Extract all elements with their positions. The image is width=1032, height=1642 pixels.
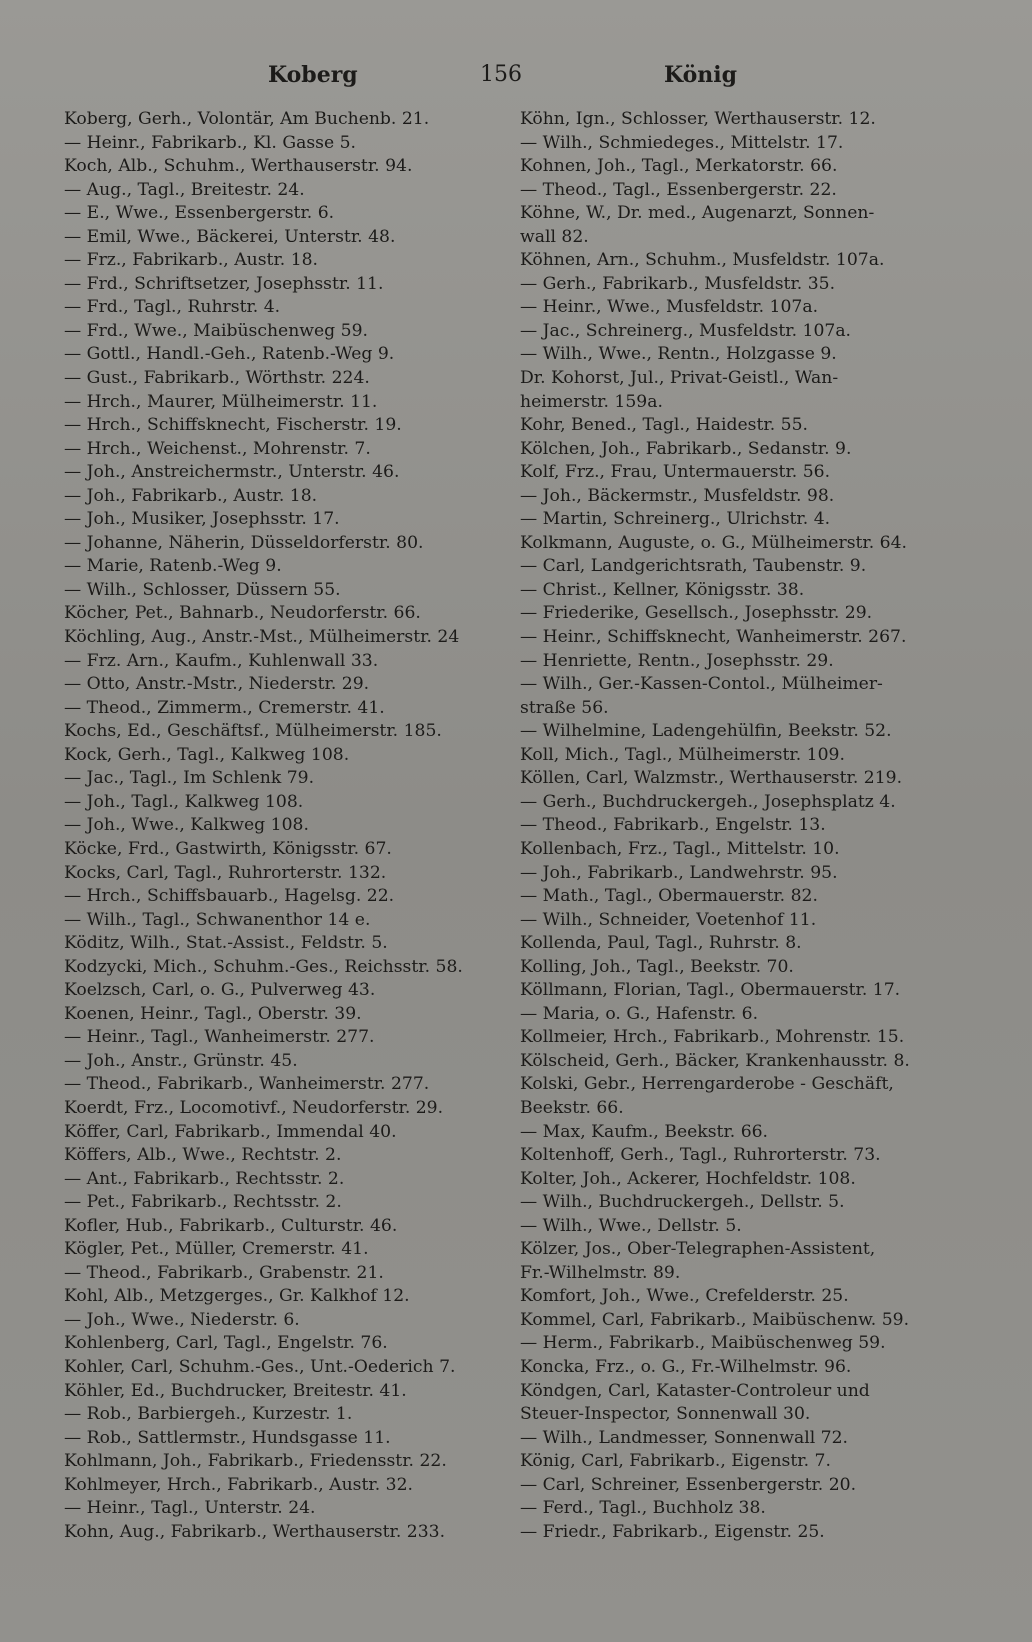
- directory-entry: Köditz, Wilh., Stat.-Assist., Feldstr. 5.: [64, 933, 388, 954]
- directory-entry: — Otto, Anstr.-Mstr., Niederstr. 29.: [64, 674, 370, 695]
- directory-entry: Koch, Alb., Schuhm., Werthauserstr. 94.: [64, 156, 413, 177]
- directory-entry: — Theod., Fabrikarb., Engelstr. 13.: [520, 815, 826, 836]
- directory-entry: — Emil, Wwe., Bäckerei, Unterstr. 48.: [64, 226, 396, 247]
- directory-entry: Kohr, Bened., Tagl., Haidestr. 55.: [520, 415, 808, 436]
- directory-entry: Kock, Gerh., Tagl., Kalkweg 108.: [64, 744, 350, 765]
- directory-entry: Dr. Kohorst, Jul., Privat-Geistl., Wan-: [520, 368, 839, 389]
- directory-entry: Köffers, Alb., Wwe., Rechtstr. 2.: [64, 1145, 342, 1166]
- directory-entry: — Wilh., Schneider, Voetenhof 11.: [520, 909, 817, 930]
- directory-entry: König, Carl, Fabrikarb., Eigenstr. 7.: [520, 1451, 831, 1472]
- directory-entry: — Wilh., Wwe., Rentn., Holzgasse 9.: [520, 344, 837, 365]
- directory-entry: Koncka, Frz., o. G., Fr.-Wilhelmstr. 96.: [520, 1356, 852, 1377]
- directory-entry: — Frd., Tagl., Ruhrstr. 4.: [64, 297, 281, 318]
- directory-entry: — Heinr., Schiffsknecht, Wanheimerstr. 267.: [520, 627, 907, 648]
- directory-entry: — Joh., Anstr., Grünstr. 45.: [64, 1050, 298, 1071]
- directory-entry: — Gerh., Fabrikarb., Musfeldstr. 35.: [520, 273, 836, 294]
- directory-entry: — Wilh., Schlosser, Düssern 55.: [64, 579, 341, 600]
- directory-entry: Kohl, Alb., Metzgerges., Gr. Kalkhof 12.: [64, 1286, 410, 1307]
- directory-entry: — Wilh., Wwe., Dellstr. 5.: [520, 1215, 742, 1236]
- directory-entry: — Wilh., Ger.-Kassen-Contol., Mülheimer-: [520, 674, 883, 695]
- directory-entry: wall 82.: [520, 226, 589, 247]
- directory-entry: Kolkmann, Auguste, o. G., Mülheimerstr. 64.: [520, 532, 908, 553]
- directory-entry: Kocks, Carl, Tagl., Ruhrorterstr. 132.: [64, 862, 387, 883]
- directory-entry: Kochs, Ed., Geschäftsf., Mülheimerstr. 185.: [64, 721, 442, 742]
- directory-entry: — Wilh., Tagl., Schwanenthor 14 e.: [64, 909, 371, 930]
- directory-entry: Kollenbach, Frz., Tagl., Mittelstr. 10.: [520, 838, 840, 859]
- directory-entry: — Wilh., Landmesser, Sonnenwall 72.: [520, 1427, 848, 1448]
- directory-entry: Köcke, Frd., Gastwirth, Königsstr. 67.: [64, 838, 392, 859]
- directory-entry: — Joh., Wwe., Niederstr. 6.: [64, 1309, 300, 1330]
- directory-entry: Kollenda, Paul, Tagl., Ruhrstr. 8.: [520, 933, 802, 954]
- directory-entry: — Wilh., Schmiedeges., Mittelstr. 17.: [520, 132, 844, 153]
- directory-entry: Köndgen, Carl, Kataster-Controleur und: [520, 1380, 870, 1401]
- directory-entry: Kölzer, Jos., Ober-Telegraphen-Assistent,: [520, 1239, 876, 1260]
- directory-entry: — Joh., Wwe., Kalkweg 108.: [64, 815, 309, 836]
- directory-entry: — Heinr., Tagl., Unterstr. 24.: [64, 1498, 316, 1519]
- directory-entry: Kohn, Aug., Fabrikarb., Werthauserstr. 233.: [64, 1521, 446, 1542]
- directory-entry: Köchling, Aug., Anstr.-Mst., Mülheimerstr. 24: [64, 627, 460, 648]
- directory-entry: — Marie, Ratenb.-Weg 9.: [64, 556, 282, 577]
- directory-entry: — Frz., Fabrikarb., Austr. 18.: [64, 250, 319, 271]
- directory-entry: — Henriette, Rentn., Josephsstr. 29.: [520, 650, 834, 671]
- directory-entry: — Joh., Bäckermstr., Musfeldstr. 98.: [520, 485, 835, 506]
- directory-entry: Köcher, Pet., Bahnarb., Neudorferstr. 66.: [64, 603, 421, 624]
- directory-entry: Kohler, Carl, Schuhm.-Ges., Unt.-Oederich 7.: [64, 1356, 456, 1377]
- directory-entry: — Jac., Schreinerg., Musfeldstr. 107a.: [520, 320, 852, 341]
- directory-entry: Kolski, Gebr., Herrengarderobe - Geschäft,: [520, 1074, 894, 1095]
- directory-entry: — Joh., Fabrikarb., Landwehrstr. 95.: [520, 862, 838, 883]
- directory-entry: Kögler, Pet., Müller, Cremerstr. 41.: [64, 1239, 369, 1260]
- directory-entry: Kohlmeyer, Hrch., Fabrikarb., Austr. 32.: [64, 1474, 413, 1495]
- directory-entry: — Hrch., Schiffsknecht, Fischerstr. 19.: [64, 415, 402, 436]
- directory-entry: Kolter, Joh., Ackerer, Hochfeldstr. 108.: [520, 1168, 856, 1189]
- right-column: [520, 108, 960, 1544]
- directory-entry: Koltenhoff, Gerh., Tagl., Ruhrorterstr. 73.: [520, 1145, 881, 1166]
- directory-entry: — Theod., Fabrikarb., Wanheimerstr. 277.: [64, 1074, 430, 1095]
- directory-entry: — Rob., Sattlermstr., Hundsgasse 11.: [64, 1427, 391, 1448]
- directory-entry: heimerstr. 159a.: [520, 391, 663, 412]
- directory-entry: — Wilhelmine, Ladengehülfin, Beekstr. 52.: [520, 721, 892, 742]
- page-header: [64, 62, 958, 96]
- directory-entry: Fr.-Wilhelmstr. 89.: [520, 1262, 681, 1283]
- directory-entry: — Aug., Tagl., Breitestr. 24.: [64, 179, 305, 200]
- directory-entry: — E., Wwe., Essenbergerstr. 6.: [64, 203, 335, 224]
- directory-entry: Kolling, Joh., Tagl., Beekstr. 70.: [520, 956, 794, 977]
- directory-entry: Kohlenberg, Carl, Tagl., Engelstr. 76.: [64, 1333, 388, 1354]
- directory-entry: Kodzycki, Mich., Schuhm.-Ges., Reichsstr. 58.: [64, 956, 463, 977]
- page-number: 156: [480, 62, 522, 87]
- directory-entry: Köhnen, Arn., Schuhm., Musfeldstr. 107a.: [520, 250, 885, 271]
- directory-entry: — Joh., Musiker, Josephsstr. 17.: [64, 509, 340, 530]
- directory-entry: — Gottl., Handl.-Geh., Ratenb.-Weg 9.: [64, 344, 395, 365]
- directory-entry: Koelzsch, Carl, o. G., Pulverweg 43.: [64, 980, 376, 1001]
- directory-entry: Köllmann, Florian, Tagl., Obermauerstr. 17.: [520, 980, 901, 1001]
- directory-entry: — Max, Kaufm., Beekstr. 66.: [520, 1121, 769, 1142]
- directory-entry: — Rob., Barbiergeh., Kurzestr. 1.: [64, 1404, 353, 1425]
- directory-entry: — Johanne, Näherin, Düsseldorferstr. 80.: [64, 532, 424, 553]
- directory-entry: — Theod., Zimmerm., Cremerstr. 41.: [64, 697, 385, 718]
- directory-entry: Kofler, Hub., Fabrikarb., Culturstr. 46.: [64, 1215, 398, 1236]
- directory-entry: — Math., Tagl., Obermauerstr. 82.: [520, 886, 818, 907]
- directory-entry: Kohlmann, Joh., Fabrikarb., Friedensstr. 22.: [64, 1451, 447, 1472]
- directory-entry: Koberg, Gerh., Volontär, Am Buchenb. 21.: [64, 109, 430, 129]
- directory-entry: — Theod., Fabrikarb., Grabenstr. 21.: [64, 1262, 384, 1283]
- directory-entry: straße 56.: [520, 697, 609, 718]
- directory-entry: — Wilh., Buchdruckergeh., Dellstr. 5.: [520, 1192, 845, 1213]
- directory-entry: — Carl, Schreiner, Essenbergerstr. 20.: [520, 1474, 857, 1495]
- directory-entry: — Martin, Schreinerg., Ulrichstr. 4.: [520, 509, 831, 530]
- directory-entry: — Christ., Kellner, Königsstr. 38.: [520, 579, 805, 600]
- directory-entry: — Maria, o. G., Hafenstr. 6.: [520, 1003, 759, 1024]
- left-column: [64, 108, 492, 1544]
- directory-entry: Komfort, Joh., Wwe., Crefelderstr. 25.: [520, 1286, 849, 1307]
- directory-entry: Kollmeier, Hrch., Fabrikarb., Mohrenstr. 15.: [520, 1027, 905, 1048]
- directory-entry: Köllen, Carl, Walzmstr., Werthauserstr. 219.: [520, 768, 903, 789]
- directory-entry: Steuer-Inspector, Sonnenwall 30.: [520, 1404, 811, 1425]
- directory-entry: — Heinr., Fabrikarb., Kl. Gasse 5.: [64, 132, 357, 153]
- directory-entry: Köhn, Ign., Schlosser, Werthauserstr. 12.: [520, 109, 876, 129]
- header-right-keyword: König: [664, 62, 738, 88]
- directory-entry: — Hrch., Weichenst., Mohrenstr. 7.: [64, 438, 371, 459]
- directory-entry: — Jac., Tagl., Im Schlenk 79.: [64, 768, 315, 789]
- directory-entry: Kolf, Frz., Frau, Untermauerstr. 56.: [520, 462, 831, 483]
- directory-entry: Kölchen, Joh., Fabrikarb., Sedanstr. 9.: [520, 438, 852, 459]
- directory-entry: — Joh., Anstreichermstr., Unterstr. 46.: [64, 462, 400, 483]
- directory-entry: — Hrch., Maurer, Mülheimerstr. 11.: [64, 391, 378, 412]
- directory-entry: — Friederike, Gesellsch., Josephsstr. 29.: [520, 603, 873, 624]
- directory-entry: Kohnen, Joh., Tagl., Merkatorstr. 66.: [520, 156, 838, 177]
- directory-entry: — Friedr., Fabrikarb., Eigenstr. 25.: [520, 1521, 825, 1542]
- directory-entry: Kommel, Carl, Fabrikarb., Maibüschenw. 59.: [520, 1309, 910, 1330]
- directory-entry: — Gust., Fabrikarb., Wörthstr. 224.: [64, 368, 370, 389]
- directory-entry: Beekstr. 66.: [520, 1097, 624, 1118]
- header-left-keyword: Koberg: [268, 62, 358, 88]
- directory-entry: — Heinr., Tagl., Wanheimerstr. 277.: [64, 1027, 375, 1048]
- directory-entry: Kölscheid, Gerh., Bäcker, Krankenhausstr. 8.: [520, 1050, 910, 1071]
- directory-entry: Köhler, Ed., Buchdrucker, Breitestr. 41.: [64, 1380, 407, 1401]
- directory-entry: — Frd., Wwe., Maibüschenweg 59.: [64, 320, 368, 341]
- directory-entry: — Joh., Tagl., Kalkweg 108.: [64, 791, 304, 812]
- directory-entry: — Pet., Fabrikarb., Rechtsstr. 2.: [64, 1192, 342, 1213]
- directory-entry: — Ant., Fabrikarb., Rechtsstr. 2.: [64, 1168, 345, 1189]
- directory-entry: Koenen, Heinr., Tagl., Oberstr. 39.: [64, 1003, 362, 1024]
- directory-entry: — Joh., Fabrikarb., Austr. 18.: [64, 485, 318, 506]
- directory-entry: — Herm., Fabrikarb., Maibüschenweg 59.: [520, 1333, 886, 1354]
- directory-entry: — Theod., Tagl., Essenbergerstr. 22.: [520, 179, 837, 200]
- directory-entry: Köffer, Carl, Fabrikarb., Immendal 40.: [64, 1121, 397, 1142]
- directory-entry: — Hrch., Schiffsbauarb., Hagelsg. 22.: [64, 886, 395, 907]
- directory-entry: — Ferd., Tagl., Buchholz 38.: [520, 1498, 766, 1519]
- directory-entry: — Heinr., Wwe., Musfeldstr. 107a.: [520, 297, 819, 318]
- directory-entry: — Gerh., Buchdruckergeh., Josephsplatz 4.: [520, 791, 896, 812]
- directory-entry: — Frz. Arn., Kaufm., Kuhlenwall 33.: [64, 650, 379, 671]
- directory-entry: Koll, Mich., Tagl., Mülheimerstr. 109.: [520, 744, 845, 765]
- directory-entry: Köhne, W., Dr. med., Augenarzt, Sonnen-: [520, 203, 875, 224]
- directory-entry: — Carl, Landgerichtsrath, Taubenstr. 9.: [520, 556, 867, 577]
- directory-entry: Koerdt, Frz., Locomotivf., Neudorferstr. 29.: [64, 1097, 444, 1118]
- directory-entry: — Frd., Schriftsetzer, Josephsstr. 11.: [64, 273, 384, 294]
